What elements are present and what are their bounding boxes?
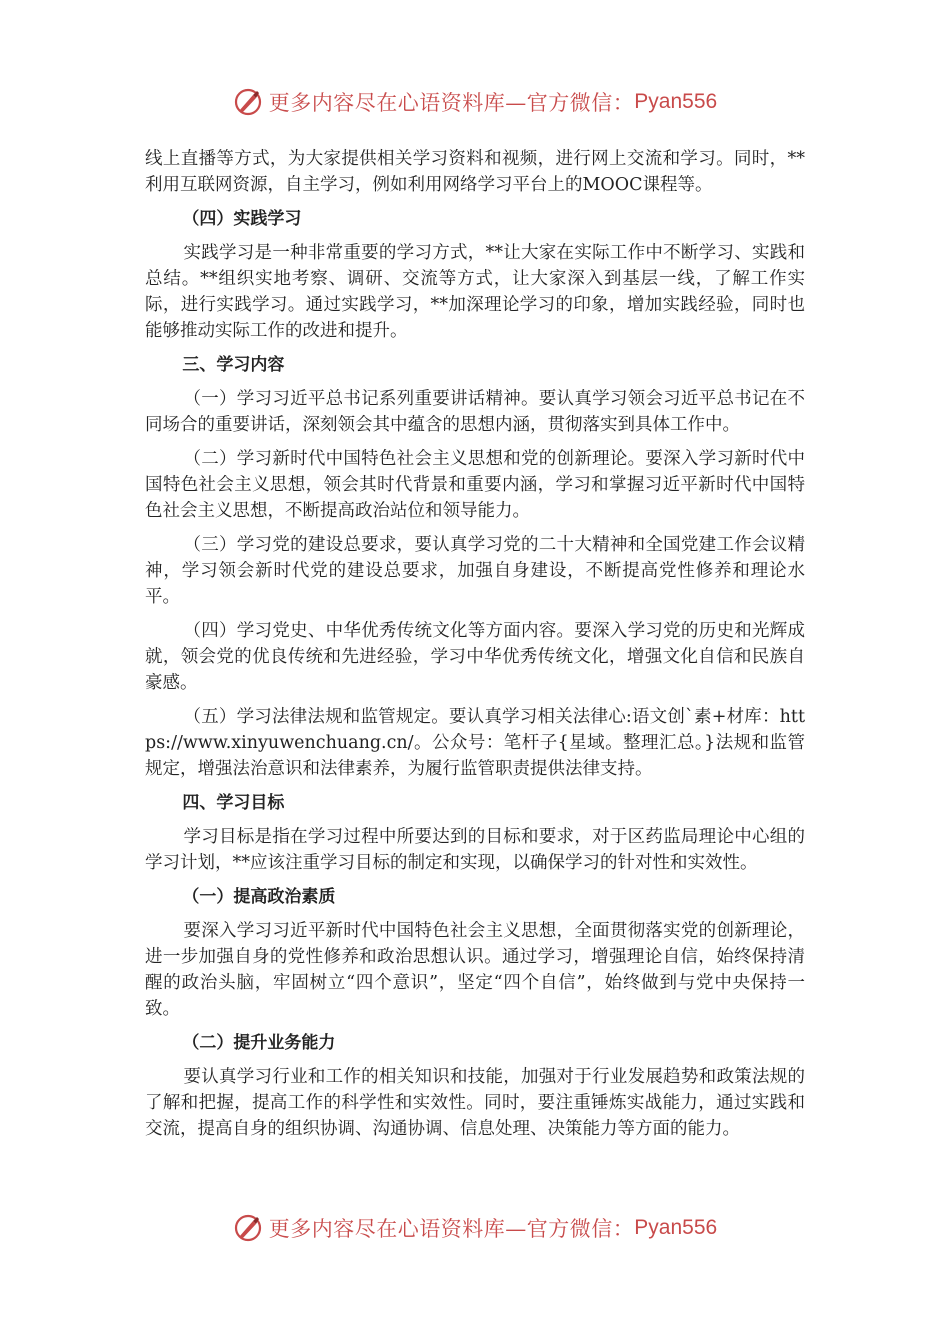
paragraph: （二）学习新时代中国特色社会主义思想和党的创新理论。要深入学习新时代中国特色社会主义思想，领会其时代背景和重要内涵，学习和掌握习近平新时代中国特色社会主义思想，不断提高政治站位和领导能力。 [145,449,805,521]
header-banner-text: 更多内容尽在心语资料库—官方微信： [268,91,635,115]
footer-banner [0,1208,950,1248]
paragraph: （三）学习党的建设总要求，要认真学习党的二十大精神和全国党建工作会议精神，学习领会新时代党的建设总要求，加强自身建设，不断提高党性修养和理论水平。 [145,535,805,607]
pen-circle-logo-icon [233,1213,263,1243]
paragraph: 线上直播等方式，为大家提供相关学习资料和视频，进行网上交流和学习。同时，**利用互联网资源，自主学习，例如利用网络学习平台上的MOOC课程等。 [145,149,805,195]
paragraph: （一）学习习近平总书记系列重要讲话精神。要认真学习领会习近平总书记在不同场合的重要讲话，深刻领会其中蕴含的思想内涵，贯彻落实到具体工作中。 [145,389,805,435]
paragraph: （五）学习法律法规和监管规定。要认真学习相关法律心:语文创`素+材库：https://www.xinyuwenchuang.cn/。公众号：笔杆子{星域。整理汇总。}法规和监管规定，增强法治意识和法律素养，为履行监管职责提供法律支持。 [145,707,805,779]
header-wechat-id: Pyan556 [634,90,718,113]
paragraph: 实践学习是一种非常重要的学习方式，**让大家在实际工作中不断学习、实践和总结。**组织实地考察、调研、交流等方式，让大家深入到基层一线，了解工作实际，进行实践学习。通过实践学习，**加深理论学习的印象，增加实践经验，同时也能够推动实际工作的改进和提升。 [145,243,805,341]
footer-wechat-id: Pyan556 [634,1216,718,1239]
footer-banner-text: 更多内容尽在心语资料库—官方微信： [268,1217,635,1241]
section-heading: 三、学习内容 [182,355,285,375]
header-banner [0,82,950,122]
paragraph: 学习目标是指在学习过程中所要达到的目标和要求，对于区药监局理论中心组的学习计划，**应该注重学习目标的制定和实现，以确保学习的针对性和实效性。 [145,827,805,873]
section-heading: （四）实践学习 [182,209,302,229]
paragraph: （四）学习党史、中华优秀传统文化等方面内容。要深入学习党的历史和光辉成就，领会党的优良传统和先进经验，学习中华优秀传统文化，增强文化自信和民族自豪感。 [145,621,805,693]
section-heading: 四、学习目标 [182,793,285,813]
paragraph: 要深入学习习近平新时代中国特色社会主义思想，全面贯彻落实党的创新理论，进一步加强自身的党性修养和政治思想认识。通过学习，增强理论自信，始终保持清醒的政治头脑，牢固树立“四个意识”，坚定“四个自信”，始终做到与党中央保持一致。 [145,921,805,1019]
paragraph: 要认真学习行业和工作的相关知识和技能，加强对于行业发展趋势和政策法规的了解和把握，提高工作的科学性和实效性。同时，要注重锤炼实战能力，通过实践和交流，提高自身的组织协调、沟通协调、信息处理、决策能力等方面的能力。 [145,1067,805,1139]
pen-circle-logo-icon [233,87,263,117]
section-heading: （一）提高政治素质 [182,887,336,907]
document-body [145,146,805,1150]
section-heading: （二）提升业务能力 [182,1033,336,1053]
